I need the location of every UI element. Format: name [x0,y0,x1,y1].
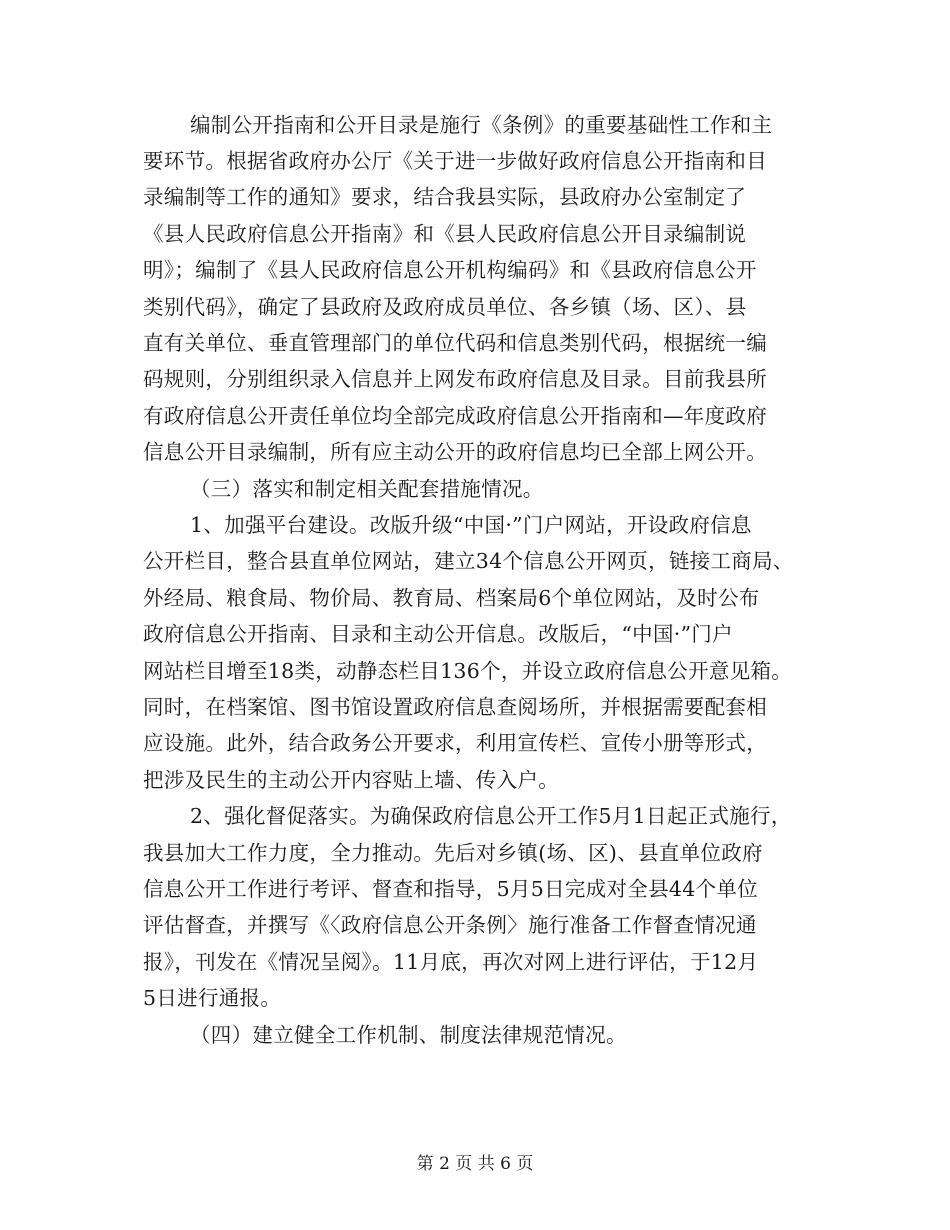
text-line: 有政府信息公开责任单位均全部完成政府信息公开指南和—年度政府 [143,404,767,428]
text-line: 2、强化督促落实。为确保政府信息公开工作5月1日起正式施行， [190,804,792,828]
text-line: 把涉及民生的主动公开内容贴上墙、传入户。 [143,768,559,792]
text-line: 要环节。根据省政府办公厅《关于进一步做好政府信息公开指南和目 [143,149,767,173]
text-line: 编制公开指南和公开目录是施行《条例》的重要基础性工作和主 [190,113,773,137]
text-line: 明》；编制了《县人民政府信息公开机构编码》和《县政府信息公开 [143,258,757,282]
page-number-footer: 第 2 页 共 6 页 [416,1154,534,1174]
text-line: 直有关单位、垂直管理部门的单位代码和信息类别代码，根据统一编 [143,331,767,355]
text-line: 报》，刊发在《情况呈阅》。11月底，再次对网上进行评估，于12月 [143,950,759,974]
section-heading: （四）建立健全工作机制、制度法律规范情况。 [190,1023,627,1047]
text-line: 公开栏目，整合县直单位网站，建立34个信息公开网页，链接工商局、 [143,549,794,573]
text-line: 应设施。此外，结合政务公开要求，利用宣传栏、宣传小册等形式， [143,731,767,755]
text-line: 评估督查，并撰写《〈政府信息公开条例〉施行准备工作督查情况通 [143,913,757,937]
text-line: 同时，在档案馆、图书馆设置政府信息查阅场所，并根据需要配套相 [143,695,767,719]
text-line: 信息公开工作进行考评、督查和指导，5月5日完成对全县44个单位 [143,877,758,901]
text-line: 外经局、粮食局、物价局、教育局、档案局6个单位网站，及时公布 [143,586,760,610]
text-line: 录编制等工作的通知》要求，结合我县实际，县政府办公室制定了 [143,185,747,209]
text-line: 网站栏目增至18类，动静态栏目136个，并设立政府信息公开意见箱。 [143,659,793,683]
section-heading: （三）落实和制定相关配套措施情况。 [190,477,544,501]
text-line: 类别代码》，确定了县政府及政府成员单位、各乡镇（场、区）、县 [143,295,747,319]
text-line: 码规则，分别组织录入信息并上网发布政府信息及目录。目前我县所 [143,367,767,391]
text-line: 政府信息公开指南、目录和主动公开信息。改版后，“中国·”门户 [143,622,733,646]
text-line: 信息公开目录编制，所有应主动公开的政府信息均已全部上网公开。 [143,440,767,464]
text-line: 5日进行通报。 [143,986,282,1010]
text-line: 1、加强平台建设。改版升级“中国·”门户网站，开设政府信息 [190,513,752,537]
text-line: 我县加大工作力度，全力推动。先后对乡镇(场、区)、县直单位政府 [143,841,763,865]
text-line: 《县人民政府信息公开指南》和《县人民政府信息公开目录编制说 [143,222,747,246]
